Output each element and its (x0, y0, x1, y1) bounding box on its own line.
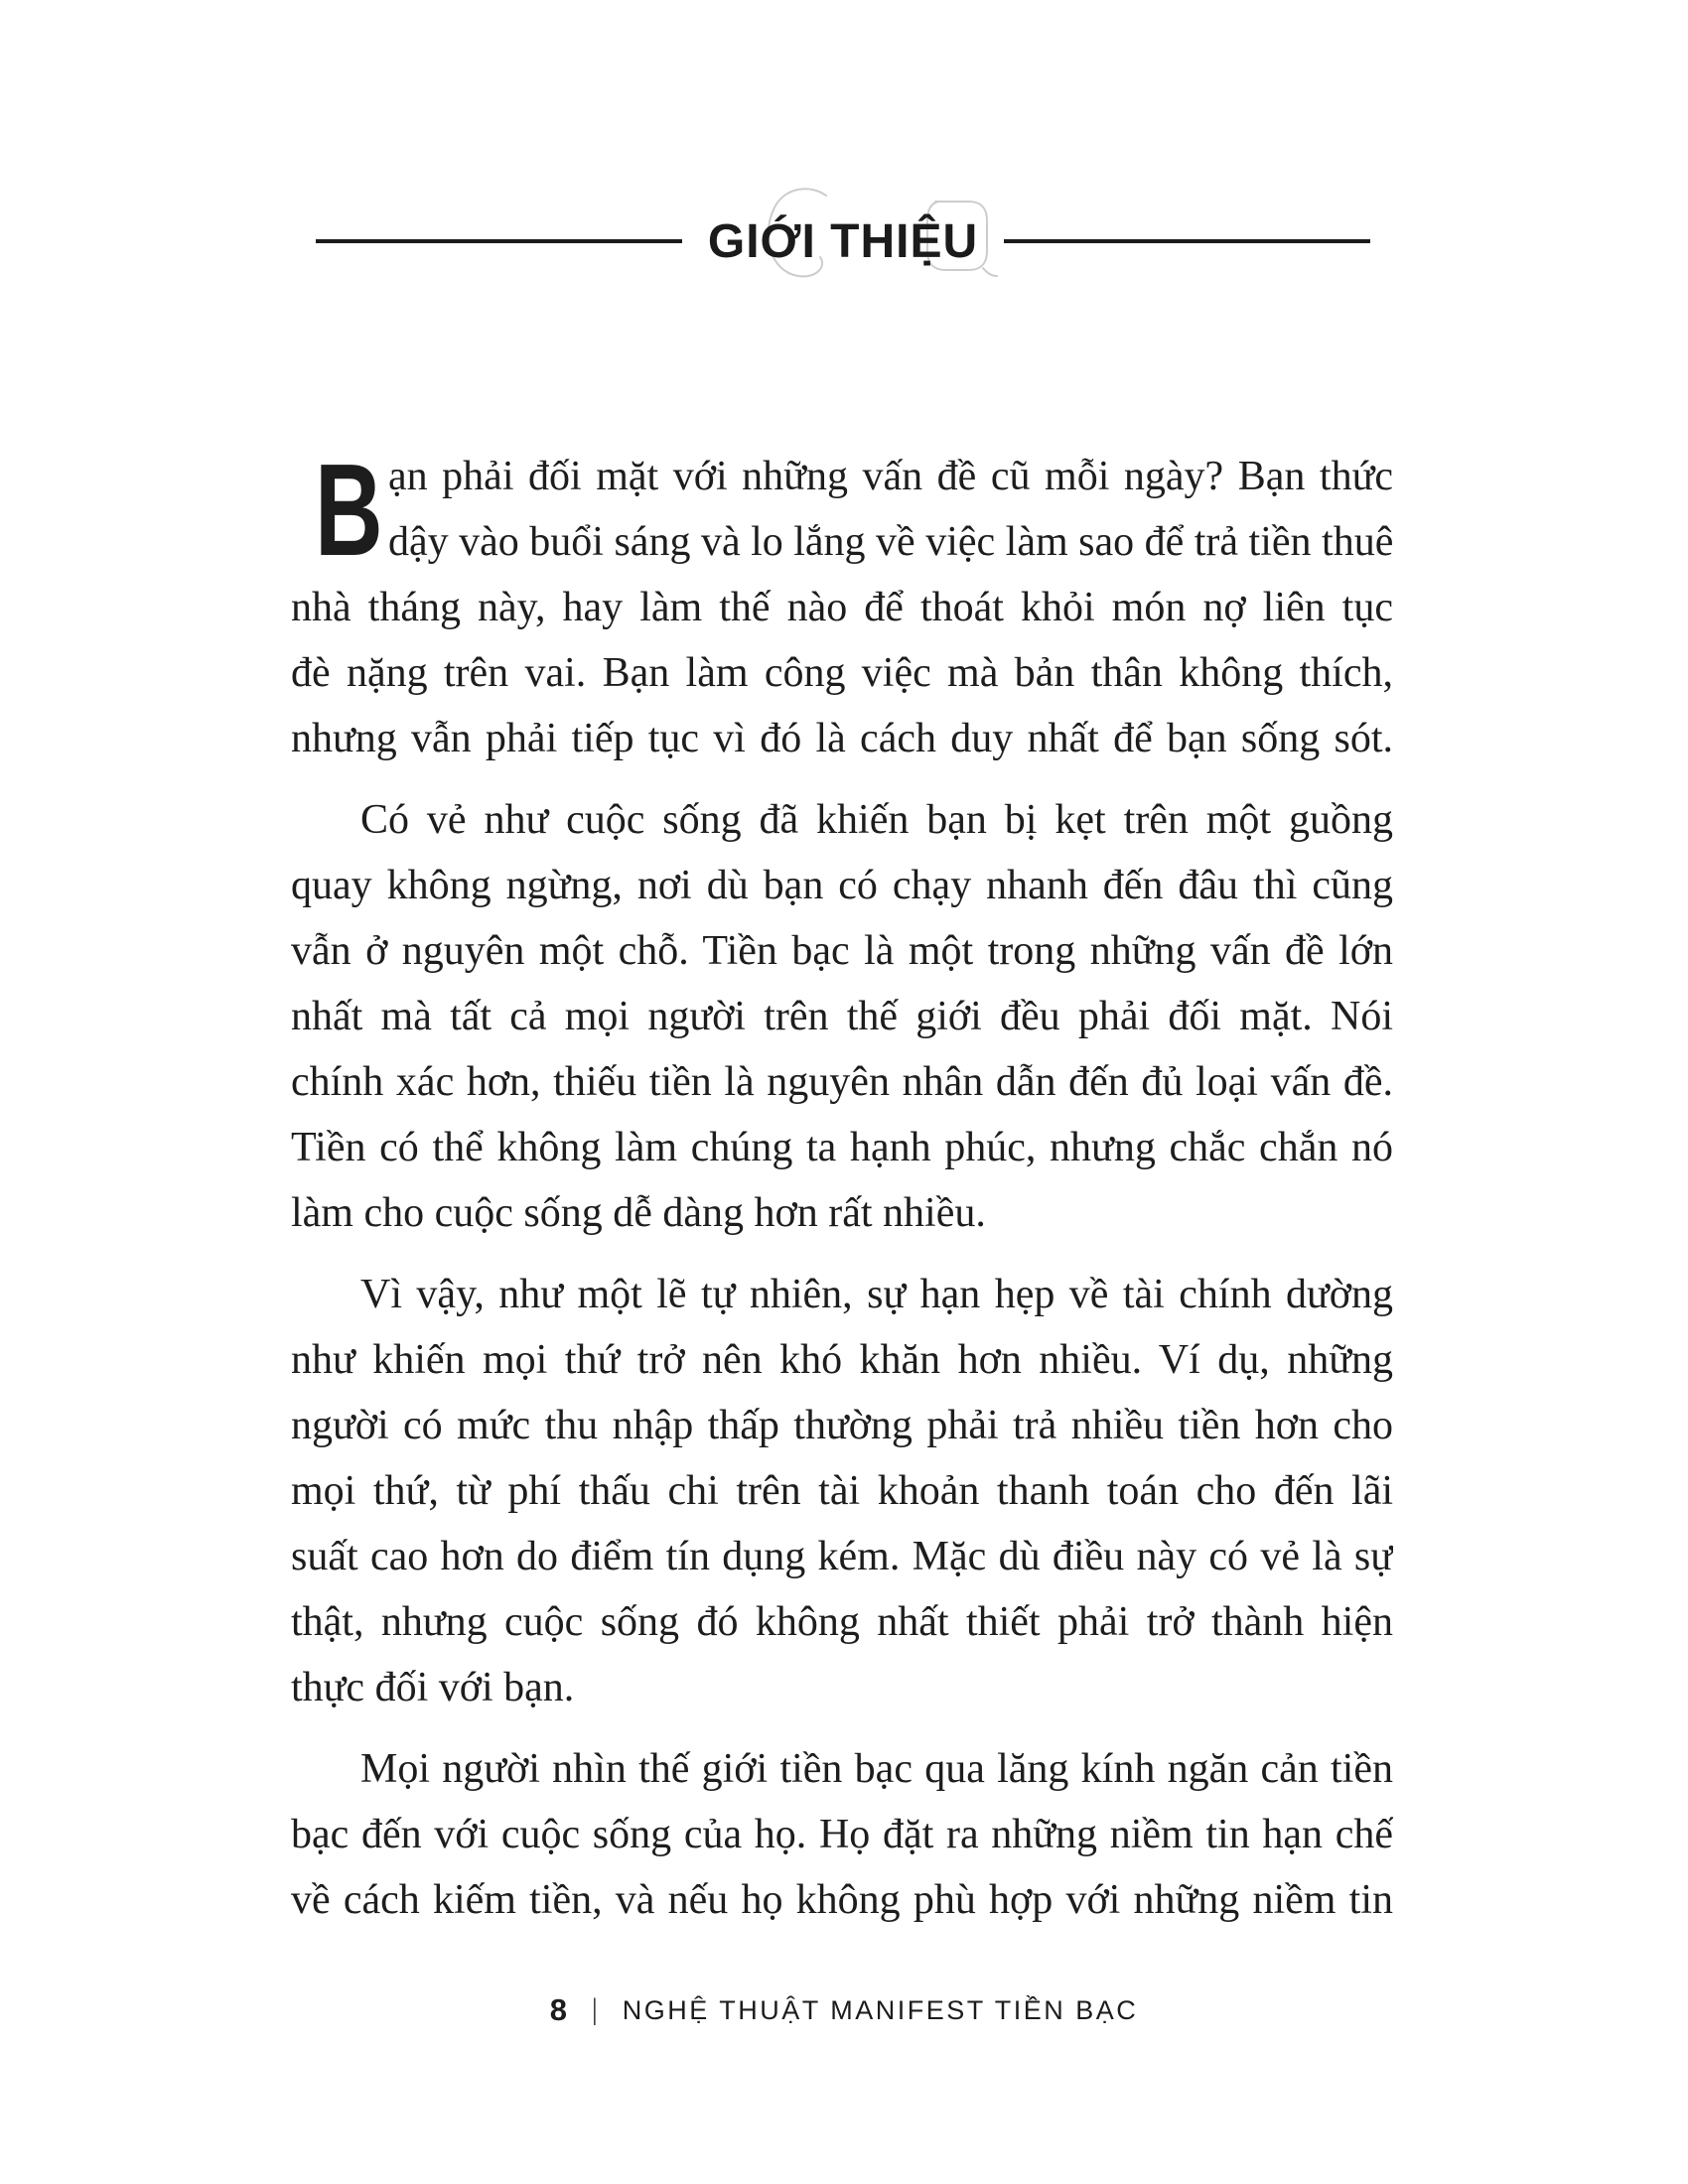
text-line: Vì vậy, như một lẽ tự nhiên, sự hạn hẹp về tài chính dường (360, 1272, 1393, 1317)
text-line: nhất mà tất cả mọi người trên thế giới đều phải đối mặt. Nói (291, 994, 1393, 1039)
paragraph (291, 787, 1393, 1246)
paragraph (291, 437, 1393, 771)
text-line: Có vẻ như cuộc sống đã khiến bạn bị kẹt trên một guồng (360, 797, 1393, 843)
text-line: mọi thứ, từ phí thấu chi trên tài khoản thanh toán cho đến lãi (291, 1468, 1393, 1514)
paragraph (291, 1262, 1393, 1720)
text-line: nhưng vẫn phải tiếp tục vì đó là cách duy nhất để bạn sống sót. (291, 716, 1393, 761)
text-line: như khiến mọi thứ trở nên khó khăn hơn nhiều. Ví dụ, những (291, 1337, 1393, 1383)
text-line: thật, nhưng cuộc sống đó không nhất thiết phải trở thành hiện (291, 1599, 1393, 1645)
text-line: đè nặng trên vai. Bạn làm công việc mà bản thân không thích, (291, 650, 1393, 696)
chapter-header (316, 212, 1370, 270)
text-line: Mọi người nhìn thế giới tiền bạc qua lăng kính ngăn cản tiền (360, 1746, 1393, 1792)
text-line: vẫn ở nguyên một chỗ. Tiền bạc là một trong những vấn đề lớn (291, 928, 1393, 974)
text-line: người có mức thu nhập thấp thường phải trả nhiều tiền hơn cho (291, 1403, 1393, 1448)
text-line: Tiền có thể không làm chúng ta hạnh phúc, nhưng chắc chắn nó (291, 1125, 1393, 1170)
text-line: thực đối với bạn. (291, 1665, 575, 1710)
text-line: bạc đến với cuộc sống của họ. Họ đặt ra những niềm tin hạn chế (291, 1812, 1393, 1857)
text-line: suất cao hơn do điểm tín dụng kém. Mặc dù điều này có vẻ là sự (291, 1534, 1393, 1579)
text-line: chính xác hơn, thiếu tiền là nguyên nhân dẫn đến đủ loại vấn đề. (291, 1059, 1393, 1105)
text-line: quay không ngừng, nơi dù bạn có chạy nhanh đến đâu thì cũng (291, 863, 1393, 908)
page-title: GIỚI THIỆU (707, 214, 979, 268)
text-line: làm cho cuộc sống dễ dàng hơn rất nhiều. (291, 1190, 986, 1236)
footer-separator: | (592, 1993, 598, 2026)
page-footer (0, 1983, 1688, 2037)
book-title: NGHỆ THUẬT MANIFEST TIỀN BẠC (622, 1994, 1139, 2025)
text-line: nhà tháng này, hay làm thế nào để thoát khỏi món nợ liên tục (291, 585, 1393, 630)
paragraphs (291, 437, 1393, 1933)
title-rule-right (1004, 239, 1370, 243)
text-line: dậy vào buổi sáng và lo lắng về việc làm sao để trả tiền thuê (388, 519, 1393, 565)
drop-cap: B (315, 437, 383, 583)
paragraph (291, 1736, 1393, 1933)
text-line: về cách kiếm tiền, và nếu họ không phù hợp với những niềm tin (291, 1877, 1393, 1923)
text-line: ạn phải đối mặt với những vấn đề cũ mỗi ngày? Bạn thức (388, 454, 1393, 499)
title-rule-left (316, 239, 682, 243)
page-number: 8 (549, 1992, 567, 2027)
